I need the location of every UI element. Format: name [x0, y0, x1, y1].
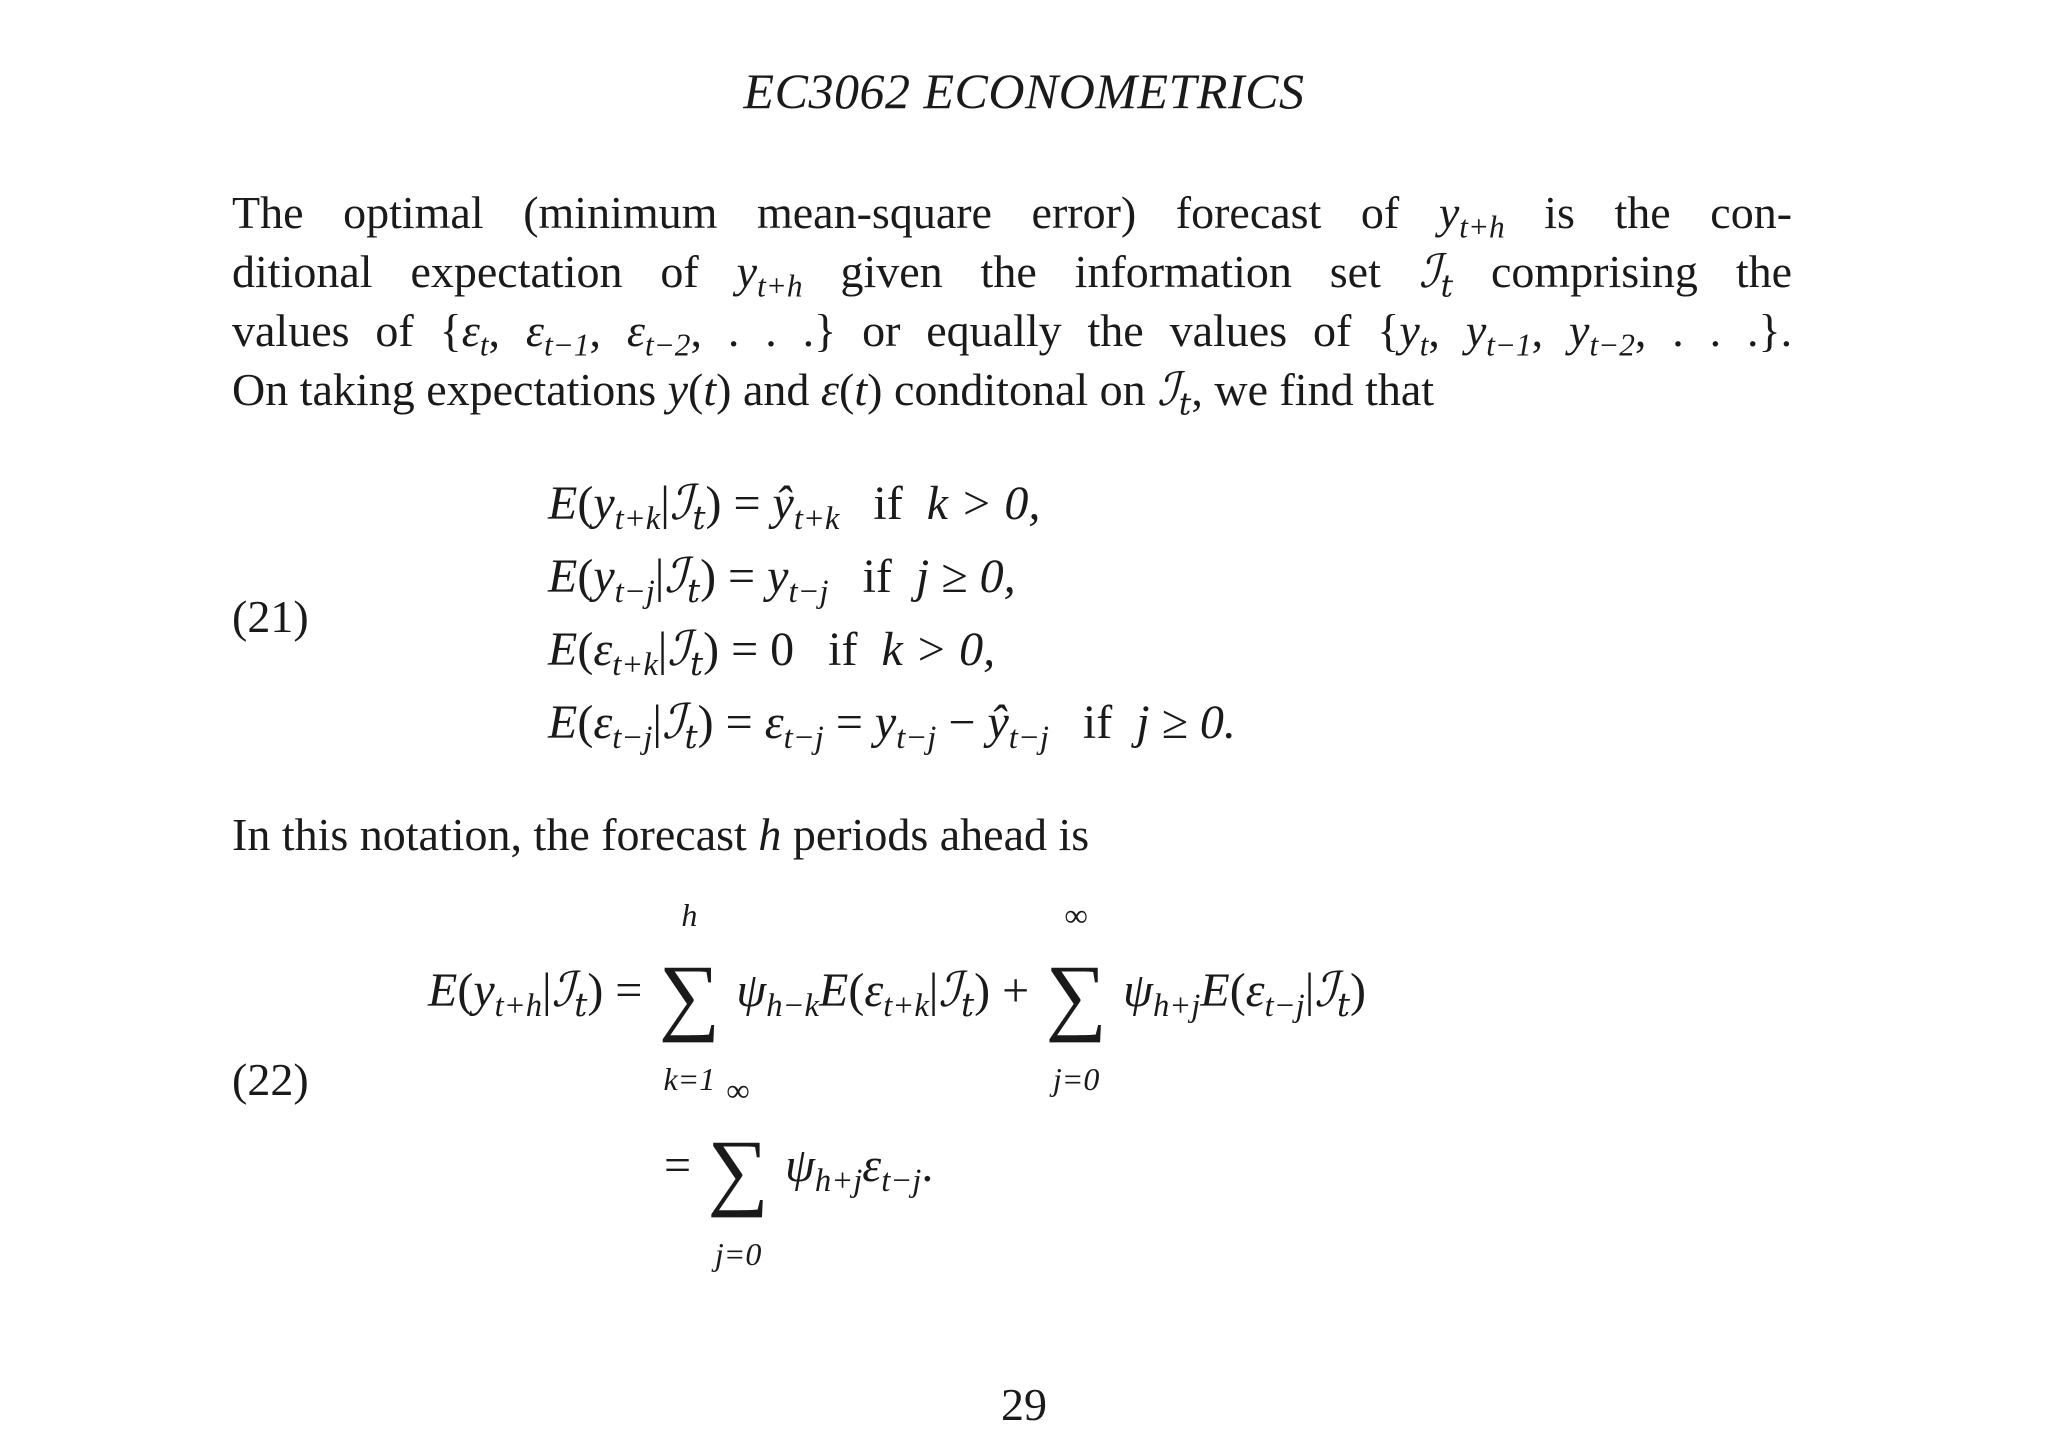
equation-22-row-2: = ∞ ∑ j=0 $\psi_{h+j}\varepsilon_{t-j}$. — [664, 1072, 934, 1272]
paragraph-forecast-definition — [232, 183, 1793, 423]
equation-21-row-2: $E(y_{t-j}|ℐ_t) = y_{t-j}$ if j ≥ 0, — [548, 548, 1016, 610]
page-number: 29 — [1001, 1379, 1047, 1430]
summation-symbol: ∞ ∑ j=0 — [1045, 897, 1107, 1097]
equation-22-row-1: $E(y_{t+h}|ℐ_t)$ = h ∑ k=1 $\psi_{h-k}E(\varepsilon_{t+k}|ℐ_t)$ + ∞ ∑ j=0 $\psi_{h+j}E(\varepsilon_{t-j}|ℐ_t)$ — [428, 897, 1367, 1097]
equation-number-21: (21) — [232, 591, 309, 642]
paragraph-line: The optimal (minimum mean-square error) forecast of $y_{t+h}$ is the con- — [232, 187, 1793, 245]
paragraph-line: values of {$\varepsilon_t$, $\varepsilon_{t-1}$, $\varepsilon_{t-2}$, . . .} or equally the values of {$y_t$, $y_{t-1}$, $y_{t-2}$, . . .}. — [232, 305, 1793, 363]
equation-21-row-1: $E(y_{t+k}|ℐ_t)$ = $ŷ_{t+k}$ if k > 0, — [548, 475, 1041, 537]
page-header: EC3062 ECONOMETRICS — [743, 63, 1305, 119]
paragraph-line: On taking expectations y(t) and ε(t) conditonal on ℐ$_t$, we find that — [232, 362, 1435, 423]
summation-symbol: h ∑ k=1 — [658, 897, 721, 1097]
summation-symbol: ∞ ∑ j=0 — [707, 1072, 769, 1272]
paragraph-line: In this notation, the forecast h periods ahead is — [232, 809, 1090, 860]
equation-number-22: (22) — [232, 1054, 309, 1105]
paragraph-notation — [232, 805, 1792, 864]
paragraph-line: ditional expectation of $y_{t+h}$ given the information set ℐ$_t$ comprising the — [232, 244, 1793, 305]
equation-21-row-4: $E(\varepsilon_{t-j}|ℐ_t) = \varepsilon_{t-j} = y_{t-j}$ − $ŷ_{t-j}$ if j ≥ 0. — [548, 694, 1236, 756]
equation-21-row-3: $E(\varepsilon_{t+k}|ℐ_t) = 0$ if k > 0, — [548, 621, 996, 683]
